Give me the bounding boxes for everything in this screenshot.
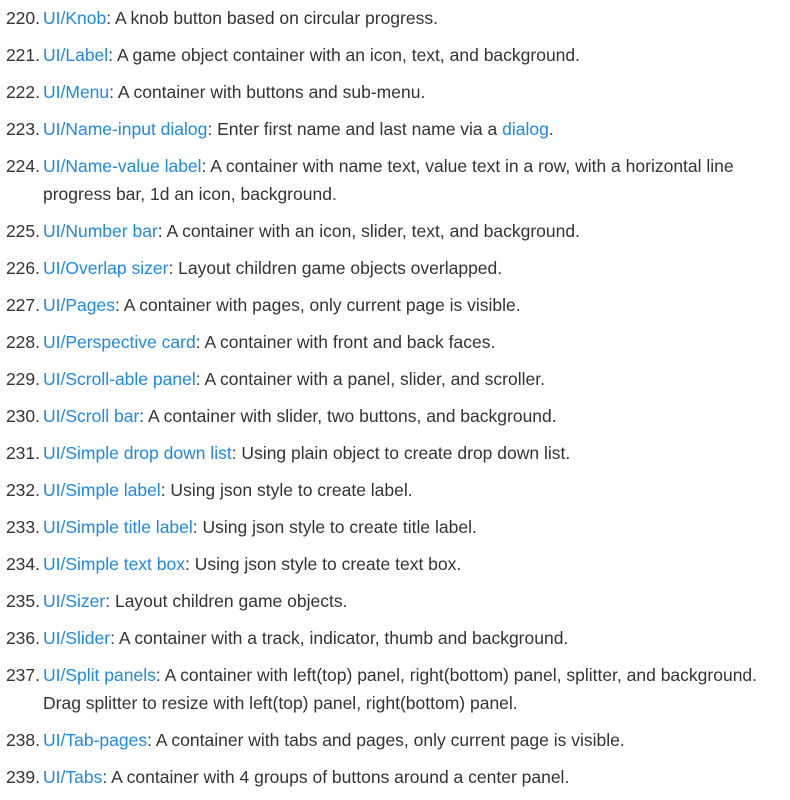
item-number: 235. bbox=[5, 591, 40, 611]
item-description: : Layout children game objects. bbox=[105, 591, 348, 611]
item-description: : A container with buttons and sub-menu. bbox=[109, 82, 426, 102]
list-item bbox=[0, 4, 790, 32]
item-link[interactable]: UI/Perspective card bbox=[43, 332, 196, 352]
item-number: 223. bbox=[5, 119, 40, 139]
list-item bbox=[0, 78, 790, 106]
list-item bbox=[0, 439, 790, 467]
list-item bbox=[0, 624, 790, 652]
item-description: : Enter first name and last name via a bbox=[207, 119, 503, 139]
item-number: 230. bbox=[5, 406, 40, 426]
item-number: 225. bbox=[5, 221, 40, 241]
item-number: 224. bbox=[5, 156, 40, 176]
item-number: 229. bbox=[5, 369, 40, 389]
list-item bbox=[0, 513, 790, 541]
item-link[interactable]: UI/Scroll-able panel bbox=[43, 369, 196, 389]
item-number: 226. bbox=[5, 258, 40, 278]
item-description: : A container with name text, value text in a row, with a horizontal line progress bar, 1d an icon, background. bbox=[43, 156, 734, 204]
item-description: : A container with a track, indicator, thumb and background. bbox=[110, 628, 569, 648]
item-description: : A container with tabs and pages, only current page is visible. bbox=[147, 730, 625, 750]
item-description: : A container with slider, two buttons, and background. bbox=[139, 406, 557, 426]
list-item bbox=[0, 254, 790, 282]
list-item bbox=[0, 476, 790, 504]
item-number: 237. bbox=[5, 665, 40, 685]
list-item bbox=[0, 328, 790, 356]
list-item bbox=[0, 365, 790, 393]
list-item bbox=[0, 661, 790, 717]
list-item bbox=[0, 402, 790, 430]
item-link[interactable]: UI/Simple label bbox=[43, 480, 161, 500]
item-number: 234. bbox=[5, 554, 40, 574]
item-number: 221. bbox=[5, 45, 40, 65]
item-description: : Using plain object to create drop down list. bbox=[231, 443, 571, 463]
item-link[interactable]: UI/Scroll bar bbox=[43, 406, 140, 426]
item-link[interactable]: UI/Simple text box bbox=[43, 554, 185, 574]
item-link[interactable]: UI/Pages bbox=[43, 295, 115, 315]
item-number: 236. bbox=[5, 628, 40, 648]
item-link[interactable]: UI/Knob bbox=[43, 8, 107, 28]
item-number: 238. bbox=[5, 730, 40, 750]
item-link[interactable]: UI/Simple title label bbox=[43, 517, 193, 537]
item-link[interactable]: UI/Sizer bbox=[43, 591, 106, 611]
item-description: : A container with left(top) panel, right(bottom) panel, splitter, and background. Drag splitter to resize with left(top) panel, right(bottom) panel. bbox=[43, 665, 758, 713]
list-item bbox=[0, 726, 790, 754]
list-item bbox=[0, 152, 790, 208]
list-item bbox=[0, 587, 790, 615]
item-number: 239. bbox=[5, 767, 40, 787]
item-description: : A container with pages, only current page is visible. bbox=[114, 295, 521, 315]
item-link[interactable]: UI/Number bar bbox=[43, 221, 158, 241]
item-link[interactable]: UI/Tabs bbox=[43, 767, 103, 787]
item-description: : Using json style to create label. bbox=[160, 480, 413, 500]
list-item bbox=[0, 763, 790, 791]
item-number: 233. bbox=[5, 517, 40, 537]
item-description-end: . bbox=[548, 119, 554, 139]
list-item bbox=[0, 41, 790, 69]
item-link[interactable]: UI/Name-input dialog bbox=[43, 119, 208, 139]
item-number: 227. bbox=[5, 295, 40, 315]
item-link[interactable]: UI/Slider bbox=[43, 628, 111, 648]
item-number: 222. bbox=[5, 82, 40, 102]
dialog-link[interactable]: dialog bbox=[502, 119, 549, 139]
item-number: 231. bbox=[5, 443, 40, 463]
item-link[interactable]: UI/Name-value label bbox=[43, 156, 202, 176]
list-item bbox=[0, 115, 790, 143]
item-description: : Using json style to create text box. bbox=[185, 554, 462, 574]
item-description: : A knob button based on circular progress. bbox=[106, 8, 438, 28]
item-link[interactable]: UI/Split panels bbox=[43, 665, 156, 685]
list-item bbox=[0, 291, 790, 319]
item-link[interactable]: UI/Overlap sizer bbox=[43, 258, 169, 278]
item-link[interactable]: UI/Simple drop down list bbox=[43, 443, 232, 463]
item-description: : Using json style to create title label. bbox=[192, 517, 477, 537]
list-item bbox=[0, 217, 790, 245]
item-number: 232. bbox=[5, 480, 40, 500]
item-number: 220. bbox=[5, 8, 40, 28]
item-description: : A container with a panel, slider, and scroller. bbox=[195, 369, 545, 389]
item-description: : A game object container with an icon, text, and background. bbox=[108, 45, 581, 65]
item-link[interactable]: UI/Tab-pages bbox=[43, 730, 148, 750]
item-link[interactable]: UI/Menu bbox=[43, 82, 110, 102]
list-item bbox=[0, 550, 790, 578]
item-description: : Layout children game objects overlapped. bbox=[168, 258, 503, 278]
item-number: 228. bbox=[5, 332, 40, 352]
item-link[interactable]: UI/Label bbox=[43, 45, 109, 65]
item-description: : A container with an icon, slider, text, and background. bbox=[157, 221, 580, 241]
item-description: : A container with front and back faces. bbox=[195, 332, 496, 352]
item-description: : A container with 4 groups of buttons around a center panel. bbox=[102, 767, 570, 787]
